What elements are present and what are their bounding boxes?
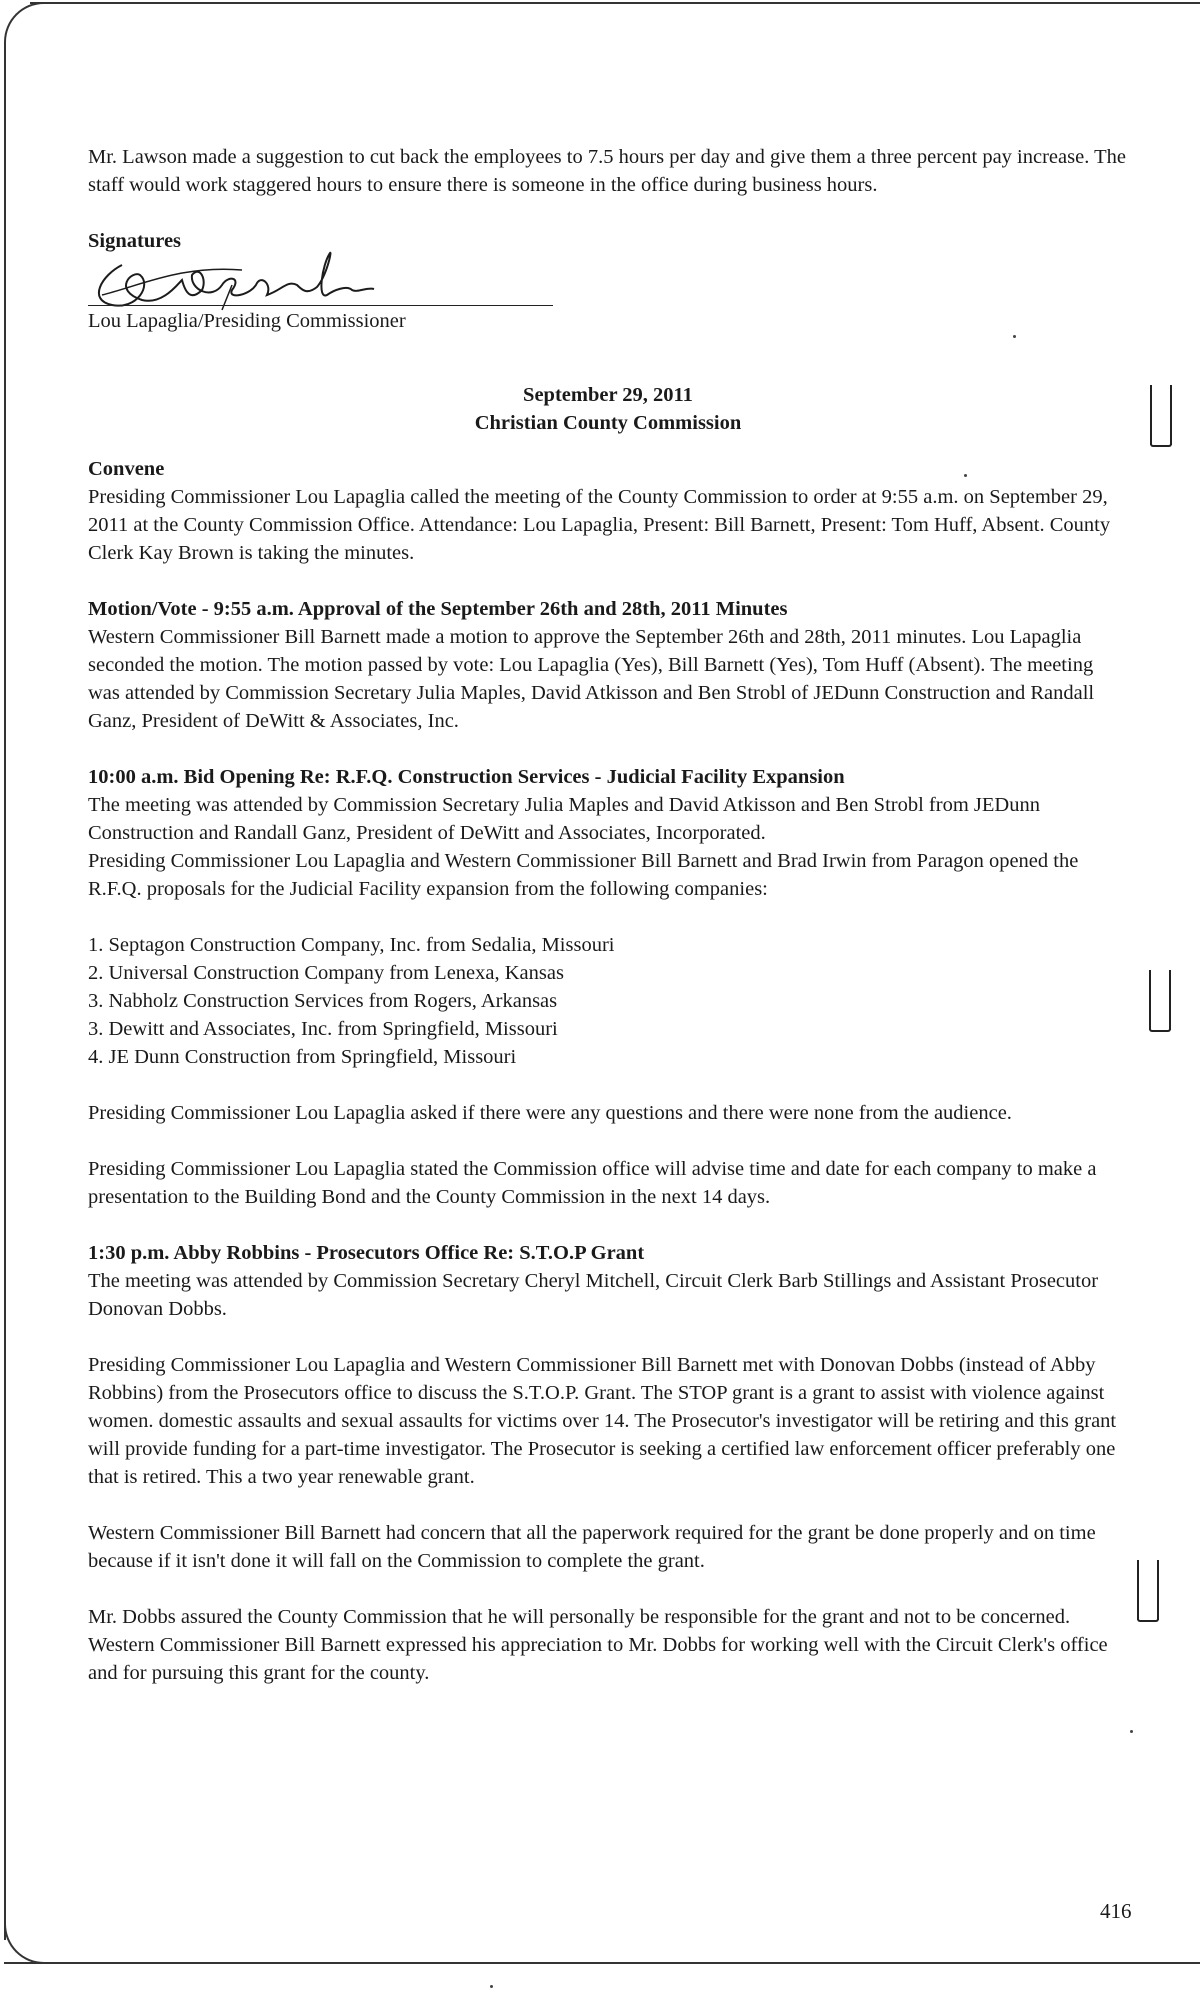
- signature-block: [88, 257, 1128, 345]
- scan-edge-top: [30, 2, 1200, 4]
- bid-text-presentations: Presiding Commissioner Lou Lapaglia stated the Commission office will advise time and date for each company to make a presentation to the Building Bond and the County Commission in the next 14 days.: [88, 1158, 1097, 1208]
- margin-bracket-mark: [1149, 970, 1171, 1032]
- bid-text-questions: Presiding Commissioner Lou Lapaglia asked if there were any questions and there were none from the audience.: [88, 1102, 1012, 1124]
- margin-bracket-mark: [1150, 385, 1172, 447]
- page-number: 416: [1100, 1899, 1132, 1923]
- scan-speck: [1130, 1730, 1133, 1733]
- scan-speck: [490, 1985, 493, 1988]
- intro-paragraph: Mr. Lawson made a suggestion to cut back the employees to 7.5 hours per day and give them a three percent pay increase. The staff would work staggered hours to ensure there is someone in the office during business hours.: [88, 146, 1126, 196]
- stop-text-attendance: The meeting was attended by Commission Secretary Cheryl Mitchell, Circuit Clerk Barb Stillings and Assistant Prosecutor Donovan Dobbs.: [88, 1270, 1099, 1320]
- list-item: 3. Nabholz Construction Services from Rogers, Arkansas: [88, 990, 558, 1012]
- stop-text-appreciation: Western Commissioner Bill Barnett expressed his appreciation to Mr. Dobbs for working well with the Circuit Clerk's office and for pursuing this grant for the county.: [88, 1634, 1108, 1684]
- bid-heading: 10:00 a.m. Bid Opening Re: R.F.Q. Construction Services - Judicial Facility Expansion: [88, 766, 845, 788]
- list-item: 3. Dewitt and Associates, Inc. from Springfield, Missouri: [88, 1018, 558, 1040]
- bid-text-attendance: The meeting was attended by Commission Secretary Julia Maples and David Atkisson and Ben Strobl from JEDunn Construction and Randall Ganz, President of DeWitt and Associates, Incorporated.: [88, 794, 1040, 844]
- margin-bracket-mark: [1137, 1560, 1159, 1622]
- scan-edge-corner-bottom: [4, 1920, 46, 1964]
- signatures-heading: Signatures: [88, 230, 182, 252]
- minutes-content: [88, 143, 1128, 1687]
- list-item: 4. JE Dunn Construction from Springfield, Missouri: [88, 1046, 517, 1068]
- motion-heading: Motion/Vote - 9:55 a.m. Approval of the September 26th and 28th, 2011 Minutes: [88, 598, 788, 620]
- stop-text-concern: Western Commissioner Bill Barnett had concern that all the paperwork required for the grant be done properly and on time because if it isn't done it will fall on the Commission to complete the grant.: [88, 1522, 1096, 1572]
- signature-line: [88, 305, 553, 306]
- scan-edge-bottom: [4, 1962, 1200, 1964]
- stop-text-assurance: Mr. Dobbs assured the County Commission that he will personally be responsible for the grant and not to be concerned.: [88, 1606, 1071, 1628]
- meeting-body: Christian County Commission: [474, 412, 742, 434]
- signatory-name: Lou Lapaglia/Presiding Commissioner: [88, 310, 406, 332]
- stop-heading: 1:30 p.m. Abby Robbins - Prosecutors Office Re: S.T.O.P Grant: [88, 1242, 645, 1264]
- convene-text: Presiding Commissioner Lou Lapaglia called the meeting of the County Commission to order at 9:55 a.m. on September 29, 2011 at the County Commission Office. Attendance: Lou Lapaglia, Present: Bill Barnett, Present: Tom Huff, Absent. County Clerk Kay Brown is taking the minutes.: [88, 486, 1111, 564]
- motion-text: Western Commissioner Bill Barnett made a motion to approve the September 26th and 28th, 2011 minutes. Lou Lapaglia seconded the motion. The motion passed by vote: Lou Lapaglia (Yes), Bill Barnett (Yes), Tom Huff (Absent). The meeting was attended by Commission Secretary Julia Maples, David Atkisson and Ben Strobl of JEDunn Construction and Randall Ganz, President of DeWitt & Associates, Inc.: [88, 626, 1095, 732]
- list-item: 1. Septagon Construction Company, Inc. from Sedalia, Missouri: [88, 934, 615, 956]
- scan-edge-left: [4, 60, 6, 1940]
- list-item: 2. Universal Construction Company from Lenexa, Kansas: [88, 962, 564, 984]
- convene-heading: Convene: [88, 458, 165, 480]
- meeting-date: September 29, 2011: [523, 384, 693, 406]
- stop-text-discussion: Presiding Commissioner Lou Lapaglia and Western Commissioner Bill Barnett met with Donovan Dobbs (instead of Abby Robbins) from the Prosecutors office to discuss the S.T.O.P. Grant. The STOP grant is a grant to assist with violence against women. domestic assaults and sexual assaults for victims over 14. The Prosecutor's investigator will be retiring and this grant will provide funding for a part-time investigator. The Prosecutor is seeking a certified law enforcement officer preferably one that is retired. This a two year renewable grant.: [88, 1354, 1117, 1488]
- company-list: [88, 931, 1128, 1071]
- scan-edge-corner-top: [4, 2, 46, 74]
- bid-text-opening: Presiding Commissioner Lou Lapaglia and Western Commissioner Bill Barnett and Brad Irwin from Paragon opened the R.F.Q. proposals for the Judicial Facility expansion from the following companies:: [88, 850, 1079, 900]
